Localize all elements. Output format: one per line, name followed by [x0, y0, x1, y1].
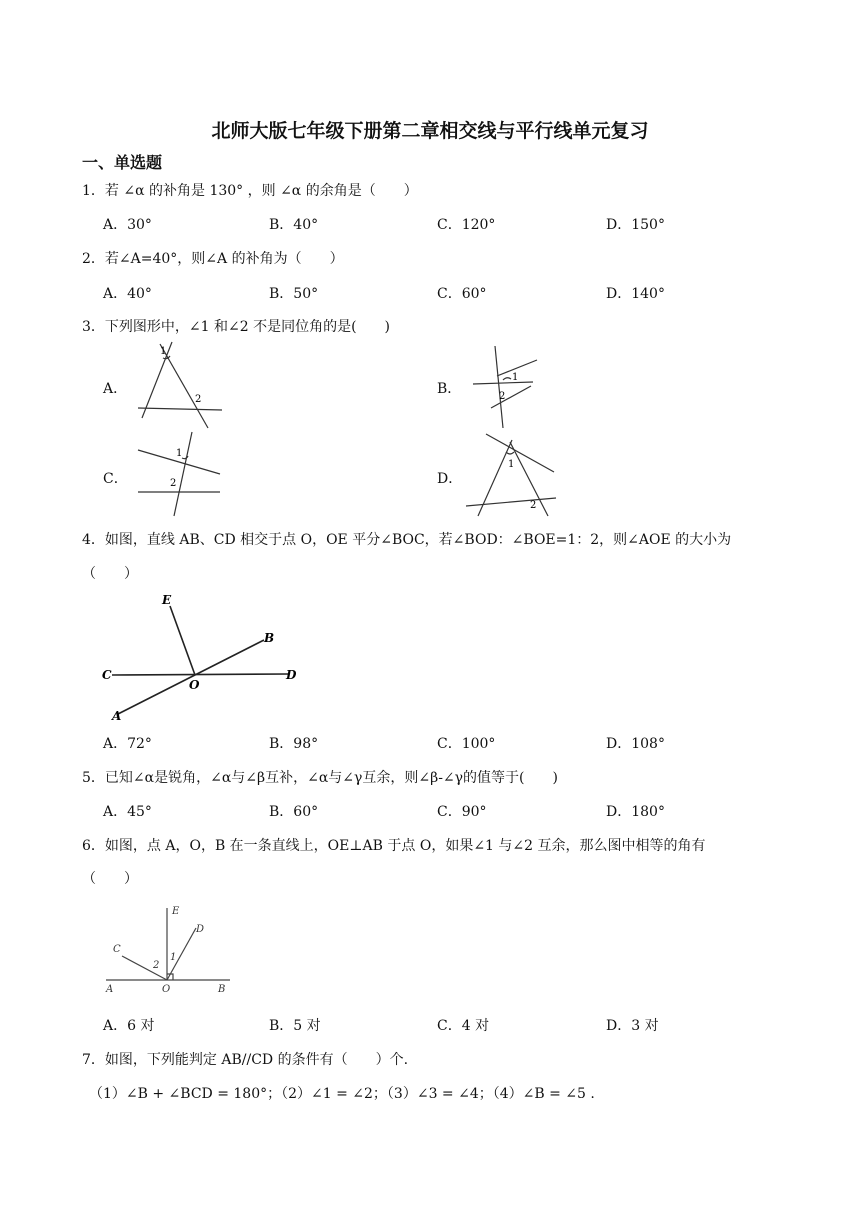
section-heading: 一、单选题: [82, 153, 163, 172]
q3-figure-d: [460, 430, 560, 520]
q4-label-d: D: [286, 668, 297, 682]
q6-angle-1: 1: [170, 952, 177, 963]
fig-a-label-1: 1: [160, 346, 167, 357]
question-1-stem: 1．若 ∠α 的补角是 130° ，则 ∠α 的余角是（ ）: [82, 183, 418, 199]
q6-label-o: O: [162, 984, 171, 995]
q1-option-b[interactable]: B．40°: [269, 217, 319, 233]
q4-label-a: A: [112, 709, 122, 723]
q4-label-c: C: [102, 668, 112, 682]
q4-option-d[interactable]: D．108°: [606, 736, 665, 752]
q6-label-c: C: [113, 944, 121, 955]
q6-option-a[interactable]: A．6 对: [103, 1018, 155, 1034]
q4-label-b: B: [264, 631, 275, 645]
q4-option-a[interactable]: A．72°: [103, 736, 152, 752]
q4-option-b[interactable]: B．98°: [269, 736, 319, 752]
fig-c-label-1: 1: [176, 448, 183, 459]
q3-option-c[interactable]: C．: [103, 471, 128, 487]
question-6-paren: （ ）: [82, 871, 138, 887]
q3-option-d[interactable]: D．: [437, 471, 463, 487]
q5-option-a[interactable]: A．45°: [103, 804, 152, 820]
fig-a-label-2: 2: [195, 394, 202, 405]
q6-label-e: E: [172, 906, 180, 917]
q6-label-a: A: [106, 984, 114, 995]
fig-d-label-1: 1: [508, 459, 515, 470]
q2-option-d[interactable]: D．140°: [606, 286, 665, 302]
q6-figure: [100, 900, 240, 1000]
fig-b-label-2: 2: [499, 391, 506, 402]
q3-figure-b: [465, 342, 545, 432]
q5-option-c[interactable]: C．90°: [437, 804, 487, 820]
q6-option-c[interactable]: C．4 对: [437, 1018, 490, 1034]
q6-option-b[interactable]: B．5 对: [269, 1018, 321, 1034]
question-2-stem: 2．若∠A=40°，则∠A 的补角为（ ）: [82, 251, 344, 267]
question-6-stem: 6．如图，点 A，O，B 在一条直线上，OE⊥AB 于点 O，如果∠1 与∠2 互余，那么图中相等的角有: [82, 838, 706, 854]
fig-b-label-1: 1: [512, 372, 519, 383]
q6-label-b: B: [218, 984, 226, 995]
page-title: 北师大版七年级下册第二章相交线与平行线单元复习: [211, 120, 649, 142]
q5-option-b[interactable]: B．60°: [269, 804, 319, 820]
question-3-stem: 3．下列图形中，∠1 和∠2 不是同位角的是( ): [82, 319, 391, 335]
fig-c-label-2: 2: [170, 478, 177, 489]
q4-label-o: O: [189, 678, 200, 692]
q1-option-a[interactable]: A．30°: [103, 217, 152, 233]
question-5-stem: 5．已知∠α是锐角，∠α与∠β互补，∠α与∠γ互余，则∠β-∠γ的值等于( ): [82, 770, 558, 786]
q6-label-d: D: [196, 924, 205, 935]
question-4-stem: 4．如图，直线 AB、CD 相交于点 O，OE 平分∠BOC，若∠BOD：∠BOE=1：2，则∠AOE 的大小为: [82, 532, 732, 548]
q2-option-c[interactable]: C．60°: [437, 286, 487, 302]
question-4-paren: （ ）: [82, 566, 138, 582]
q4-figure: [100, 590, 310, 730]
q2-option-b[interactable]: B．50°: [269, 286, 319, 302]
q1-option-c[interactable]: C．120°: [437, 217, 496, 233]
q3-figure-a: [130, 340, 230, 430]
q5-option-d[interactable]: D．180°: [606, 804, 665, 820]
q4-label-e: E: [162, 593, 172, 607]
q2-option-a[interactable]: A．40°: [103, 286, 152, 302]
q4-option-c[interactable]: C．100°: [437, 736, 496, 752]
q3-figure-c: [130, 428, 230, 520]
q6-option-d[interactable]: D．3 对: [606, 1018, 659, 1034]
question-7-stem: 7．如图，下列能判定 AB//CD 的条件有（ ）个.: [82, 1052, 409, 1068]
question-7-conditions: （1）∠B + ∠BCD = 180°；（2）∠1 = ∠2；（3）∠3 = ∠4；（4）∠B = ∠5 .: [89, 1086, 595, 1102]
q6-angle-2: 2: [153, 960, 160, 971]
q1-option-d[interactable]: D．150°: [606, 217, 665, 233]
fig-d-label-2: 2: [530, 500, 537, 511]
q3-option-b[interactable]: B．: [437, 381, 462, 397]
q3-option-a[interactable]: A．: [103, 381, 128, 397]
